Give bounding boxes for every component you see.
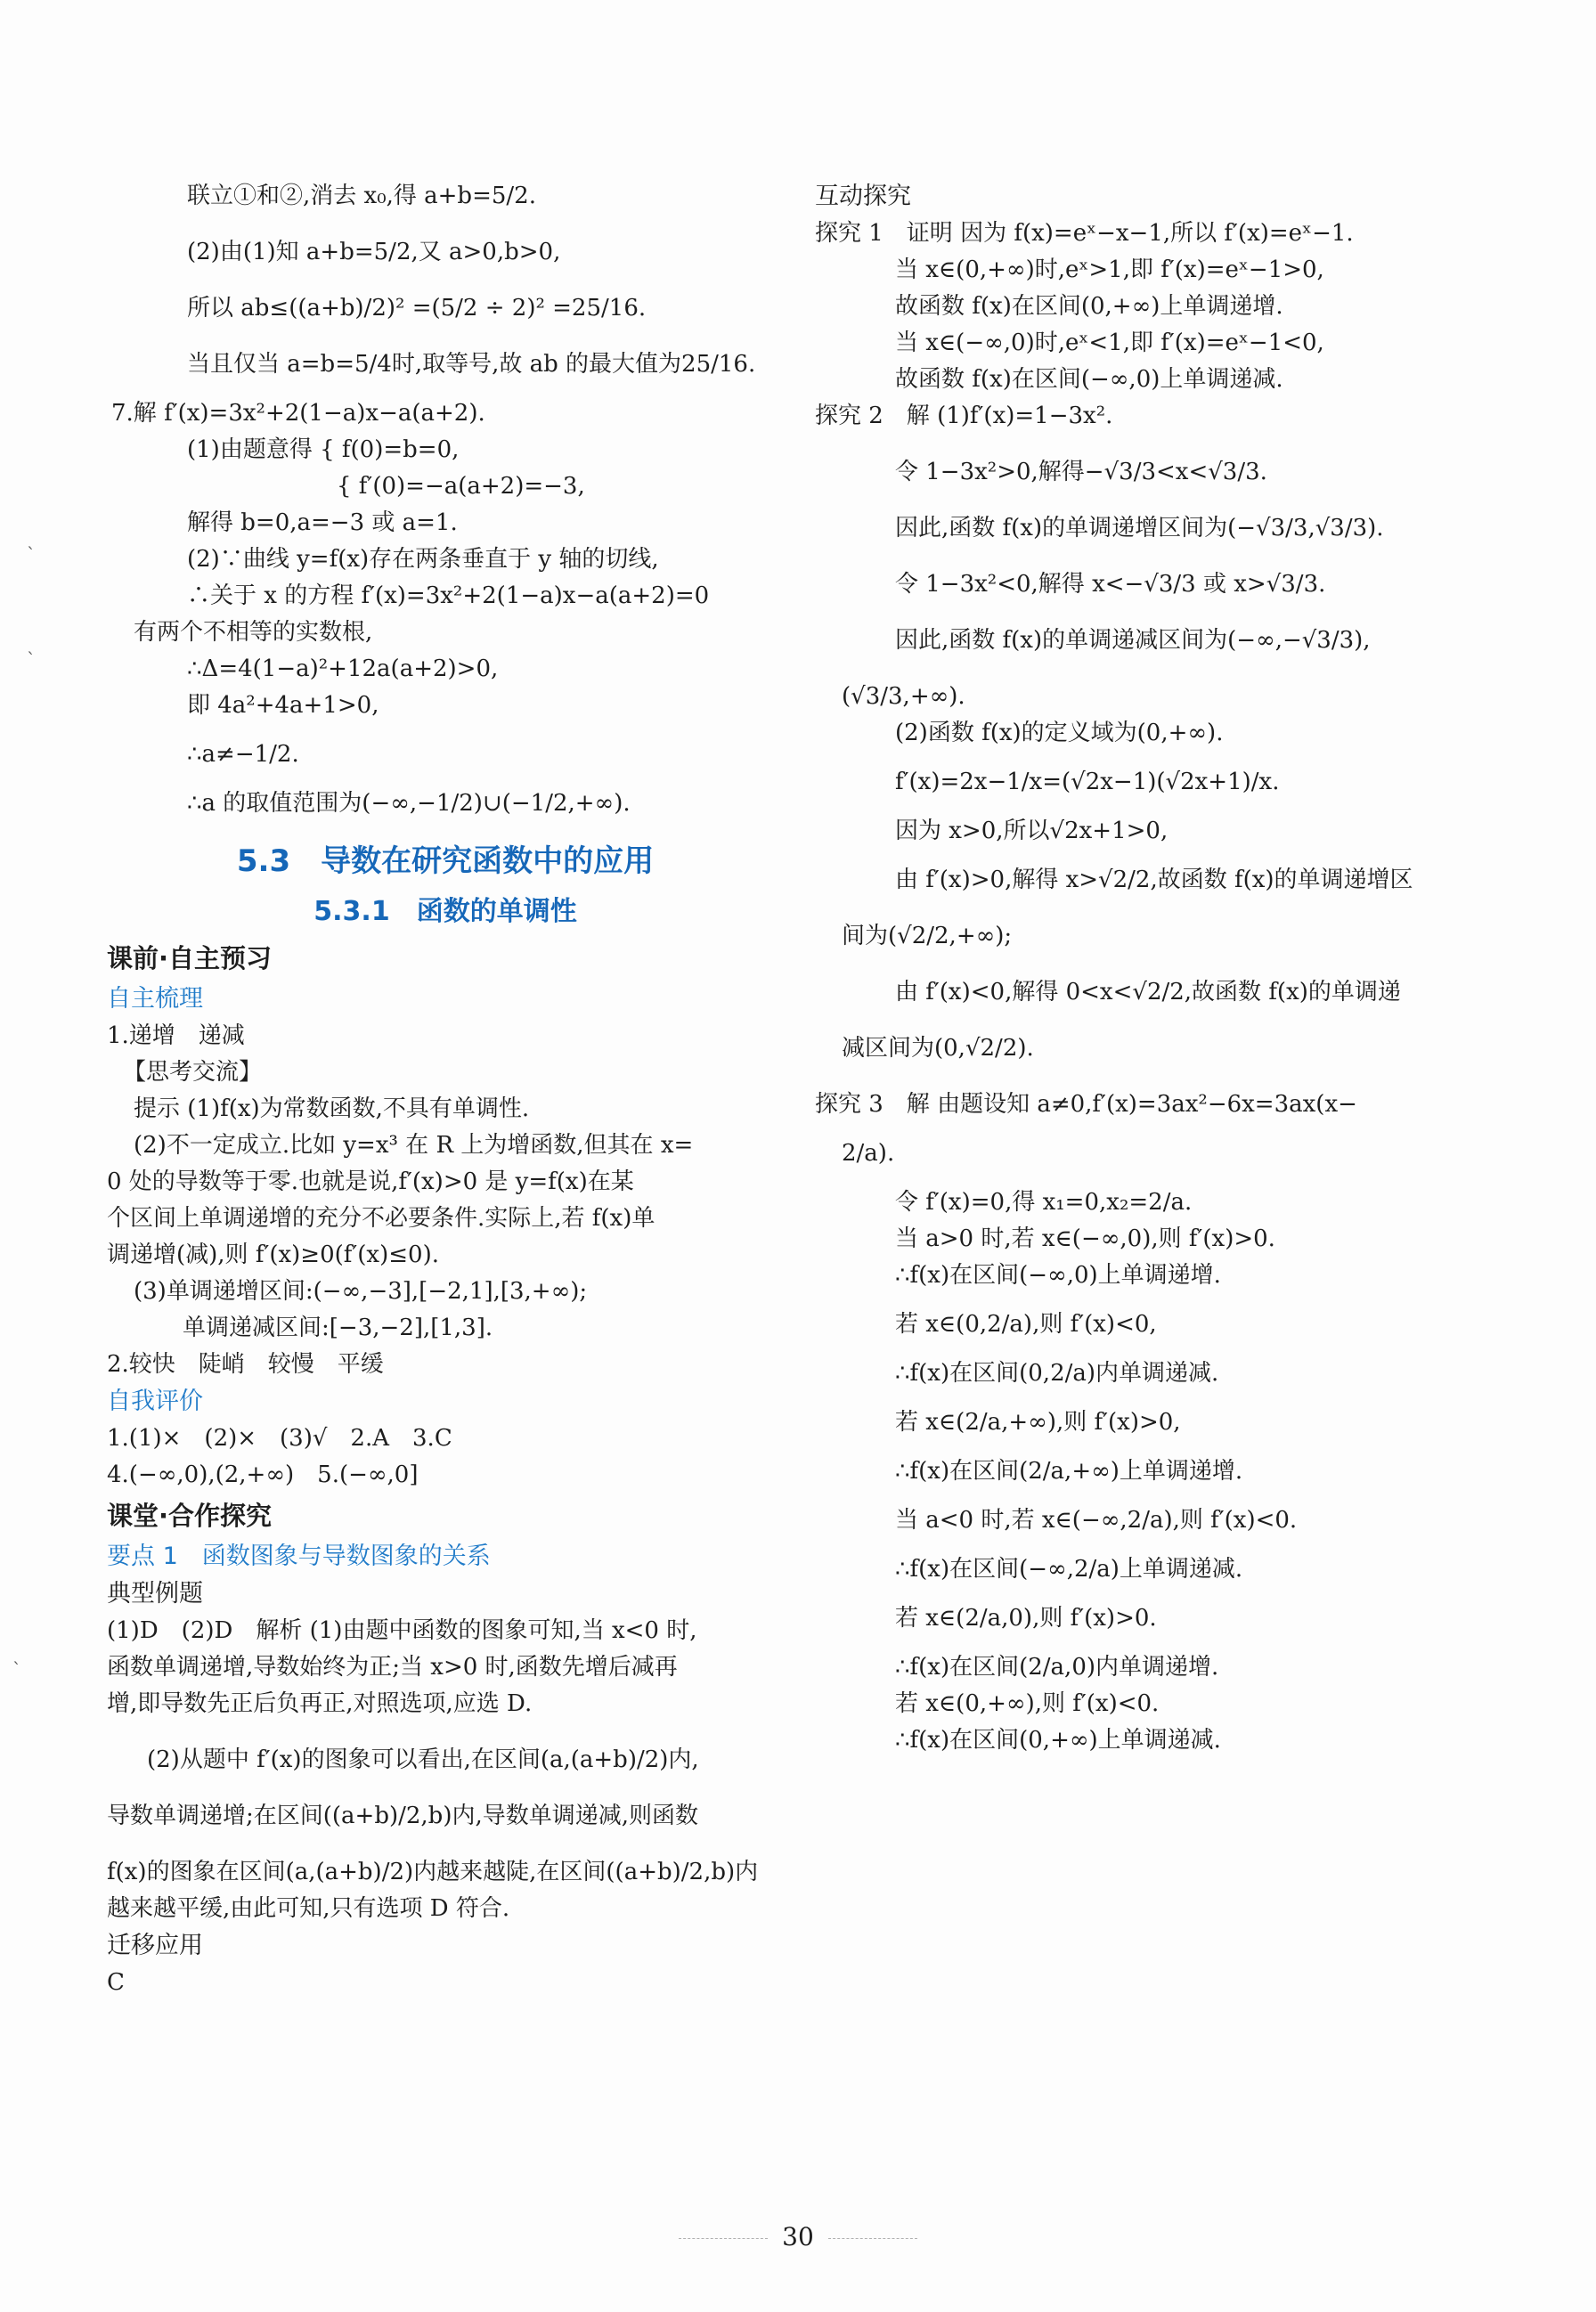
- explore-line: 当 a<0 时,若 x∈(−∞,2/a),则 f′(x)<0.: [895, 1507, 1298, 1534]
- explore-line: 若 x∈(2/a,0),则 f′(x)>0.: [895, 1605, 1157, 1632]
- explore-line: ∴f(x)在区间(0,+∞)上单调递减.: [895, 1727, 1221, 1754]
- label-interactive: 互动探究: [815, 183, 911, 210]
- explore-line: 探究 3 解 由题设知 a≠0,f′(x)=3ax²−6x=3ax(x−: [815, 1091, 1357, 1118]
- solution-line: { f′(0)=−a(a+2)=−3,: [337, 473, 585, 500]
- example-line: (2)从题中 f′(x)的图象可以看出,在区间(a,(a+b)/2)内,: [147, 1746, 699, 1773]
- explore-line: 因为 x>0,所以√2x+1>0,: [895, 818, 1168, 844]
- summary-line: 个区间上单调递增的充分不必要条件.实际上,若 f(x)单: [107, 1205, 656, 1232]
- explore-line: 由 f′(x)>0,解得 x>√2/2,故函数 f(x)的单调递增区: [895, 867, 1413, 893]
- heading-class: 课堂·合作探究: [107, 1501, 273, 1531]
- solution-line: (2)∵曲线 y=f(x)存在两条垂直于 y 轴的切线,: [187, 546, 659, 573]
- example-line: 越来越平缓,由此可知,只有选项 D 符合.: [107, 1895, 510, 1922]
- summary-line: 单调递减区间:[−3,−2],[1,3].: [183, 1315, 493, 1341]
- summary-line: 【思考交流】: [123, 1059, 263, 1086]
- explore-line: 若 x∈(2/a,+∞),则 f′(x)>0,: [895, 1409, 1181, 1436]
- explore-line: 若 x∈(0,+∞),则 f′(x)<0.: [895, 1690, 1160, 1717]
- footer-rule: [679, 2238, 768, 2239]
- heading-preview: 课前·自主预习: [107, 943, 273, 973]
- explore-line: 由 f′(x)<0,解得 0<x<√2/2,故函数 f(x)的单调递: [895, 979, 1401, 1005]
- explore-line: 故函数 f(x)在区间(−∞,0)上单调递减.: [895, 366, 1283, 393]
- explore-line: 当 x∈(0,+∞)时,eˣ>1,即 f′(x)=eˣ−1>0,: [895, 256, 1324, 283]
- right-column: [815, 178, 1505, 1759]
- margin-mark: ˋ: [12, 1658, 21, 1680]
- example-line: 增,即导数先正后负再正,对照选项,应选 D.: [107, 1690, 533, 1717]
- solution-line: 当且仅当 a=b=5/4时,取等号,故 ab 的最大值为25/16.: [187, 351, 756, 378]
- label-example: 典型例题: [107, 1580, 203, 1608]
- page-number-footer: [0, 2222, 1596, 2251]
- explore-line: f′(x)=2x−1/x=(√2x−1)(√2x+1)/x.: [895, 769, 1280, 795]
- problem-7-line: 7.解 f′(x)=3x²+2(1−a)x−a(a+2).: [111, 400, 485, 427]
- explore-line: 减区间为(0,√2/2).: [842, 1035, 1034, 1062]
- example-line: f(x)的图象在区间(a,(a+b)/2)内越来越陡,在区间((a+b)/2,b)内: [107, 1859, 759, 1885]
- explore-line: 当 a>0 时,若 x∈(−∞,0),则 f′(x)>0.: [895, 1225, 1275, 1252]
- solution-line: 联立①和②,消去 x₀,得 a+b=5/2.: [187, 183, 536, 209]
- solution-line: ∴a≠−1/2.: [187, 741, 299, 768]
- explore-line: 间为(√2/2,+∞);: [842, 923, 1013, 949]
- solution-line: 所以 ab≤((a+b)/2)² =(5/2 ÷ 2)² =25/16.: [187, 295, 647, 322]
- explore-line: 当 x∈(−∞,0)时,eˣ<1,即 f′(x)=eˣ−1<0,: [895, 330, 1324, 356]
- explore-line: 令 1−3x²>0,解得−√3/3<x<√3/3.: [895, 459, 1267, 485]
- summary-line: 1.递增 递减: [107, 1022, 245, 1049]
- explore-line: ∴f(x)在区间(2/a,+∞)上单调递增.: [895, 1458, 1243, 1485]
- explore-line: ∴f(x)在区间(0,2/a)内单调递减.: [895, 1360, 1219, 1387]
- label-self-eval: 自我评价: [107, 1388, 203, 1415]
- explore-line: ∴f(x)在区间(−∞,2/a)上单调递减.: [895, 1556, 1243, 1583]
- solution-line: 解得 b=0,a=−3 或 a=1.: [187, 509, 458, 536]
- explore-line: 2/a).: [842, 1140, 895, 1167]
- explore-line: ∴f(x)在区间(2/a,0)内单调递增.: [895, 1654, 1219, 1681]
- summary-line: 2.较快 陡峭 较慢 平缓: [107, 1351, 384, 1378]
- explore-line: ∴f(x)在区间(−∞,0)上单调递增.: [895, 1262, 1221, 1289]
- example-line: (1)D (2)D 解析 (1)由题中函数的图象可知,当 x<0 时,: [107, 1617, 697, 1644]
- summary-line: 0 处的导数等于零.也就是说,f′(x)>0 是 y=f(x)在某: [107, 1168, 634, 1195]
- summary-line: 提示 (1)f(x)为常数函数,不具有单调性.: [134, 1095, 530, 1122]
- eval-line: 4.(−∞,0),(2,+∞) 5.(−∞,0]: [107, 1461, 419, 1488]
- example-line: 函数单调递增,导数始终为正;当 x>0 时,函数先增后减再: [107, 1654, 678, 1681]
- explore-line: 令 f′(x)=0,得 x₁=0,x₂=2/a.: [895, 1189, 1193, 1216]
- summary-line: (3)单调递增区间:(−∞,−3],[−2,1],[3,+∞);: [134, 1278, 588, 1305]
- label-key-point: 要点 1 函数图象与导数图象的关系: [107, 1543, 491, 1570]
- solution-line: (2)由(1)知 a+b=5/2,又 a>0,b>0,: [187, 239, 561, 265]
- explore-line: (√3/3,+∞).: [842, 683, 965, 710]
- left-column: [107, 178, 784, 2001]
- transfer-answer: C: [107, 1969, 125, 1996]
- solution-line: 即 4a²+4a+1>0,: [187, 692, 379, 719]
- explore-line: (2)函数 f(x)的定义域为(0,+∞).: [895, 720, 1224, 746]
- label-transfer: 迁移应用: [107, 1932, 203, 1959]
- summary-line: 调递增(减),则 f′(x)≥0(f′(x)≤0).: [107, 1241, 439, 1268]
- explore-line: 令 1−3x²<0,解得 x<−√3/3 或 x>√3/3.: [895, 571, 1326, 598]
- solution-line: 有两个不相等的实数根,: [134, 619, 373, 646]
- solution-line: ∴a 的取值范围为(−∞,−1/2)∪(−1/2,+∞).: [187, 790, 631, 817]
- explore-line: 因此,函数 f(x)的单调递增区间为(−√3/3,√3/3).: [895, 515, 1384, 541]
- solution-line: ∴Δ=4(1−a)²+12a(a+2)>0,: [187, 655, 499, 682]
- example-line: 导数单调递增;在区间((a+b)/2,b)内,导数单调递减,则函数: [107, 1803, 699, 1829]
- explore-line: 探究 2 解 (1)f′(x)=1−3x².: [815, 403, 1113, 429]
- explore-line: 若 x∈(0,2/a),则 f′(x)<0,: [895, 1311, 1157, 1338]
- solution-line: ∴关于 x 的方程 f′(x)=3x²+2(1−a)x−a(a+2)=0: [187, 582, 710, 609]
- margin-mark: ˋ: [27, 543, 36, 565]
- explore-line: 故函数 f(x)在区间(0,+∞)上单调递增.: [895, 293, 1283, 320]
- subsection-title: 5.3.1 函数的单调性: [314, 896, 577, 927]
- explore-line: 探究 1 证明 因为 f(x)=eˣ−x−1,所以 f′(x)=eˣ−1.: [815, 220, 1354, 247]
- explore-line: 因此,函数 f(x)的单调递减区间为(−∞,−√3/3),: [895, 627, 1371, 654]
- eval-line: 1.(1)× (2)× (3)√ 2.A 3.C: [107, 1425, 452, 1452]
- margin-mark: ˋ: [27, 648, 36, 670]
- page-number: 30: [782, 2222, 814, 2251]
- label-summary: 自主梳理: [107, 985, 203, 1013]
- section-title: 5.3 导数在研究函数中的应用: [236, 843, 655, 879]
- summary-line: (2)不一定成立.比如 y=x³ 在 R 上为增函数,但其在 x=: [134, 1132, 694, 1159]
- footer-rule: [828, 2238, 917, 2239]
- solution-line: (1)由题意得 { f(0)=b=0,: [187, 436, 460, 463]
